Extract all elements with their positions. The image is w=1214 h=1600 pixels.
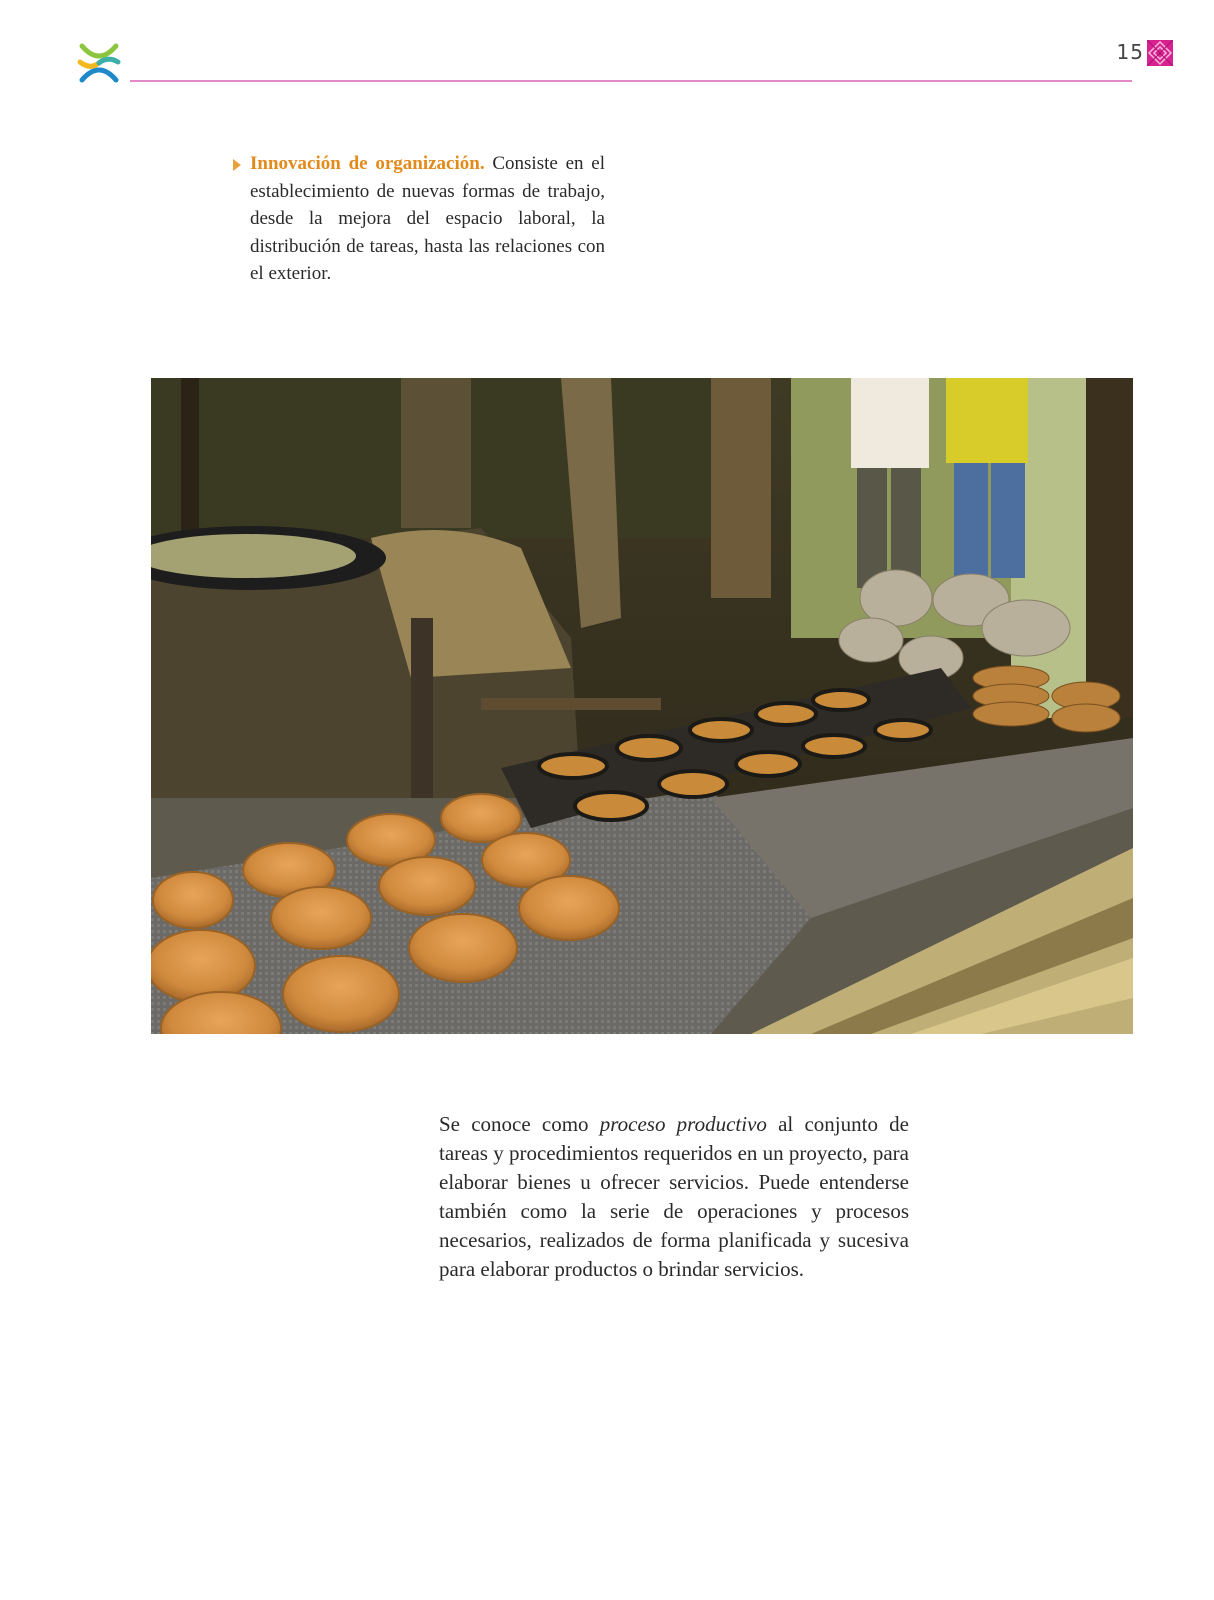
pink-woven-motif-icon [1147,40,1173,66]
header-rule [130,80,1132,82]
body-text-pre: Se conoce como [439,1112,600,1136]
bullet-arrow-icon [233,159,241,171]
bullet-term: Innovación de organización. [250,153,485,174]
body-text-post: al conjunto de tareas y procedimientos requeridos en un proyecto, para elaborar bienes u ofrecer servicios. Puede entenderse también como la serie de operaciones y procesos necesarios, realizados de forma planificada y sucesiva para elaborar productos o brindar servicios. [439,1112,909,1281]
body-emphasis: proceso productivo [599,1112,767,1136]
bullet-text: Consiste en el establecimiento de nuevas formas de trabajo, desde la mejora del espacio laboral, la distribución de tareas, hasta las relaciones con el exterior. [250,153,605,285]
panela-production-photo [151,378,1133,1034]
bullet-item [250,150,605,288]
interlocked-figures-logo-icon [76,40,122,86]
page-number: 15 [1116,40,1144,64]
body-paragraph [439,1110,909,1284]
